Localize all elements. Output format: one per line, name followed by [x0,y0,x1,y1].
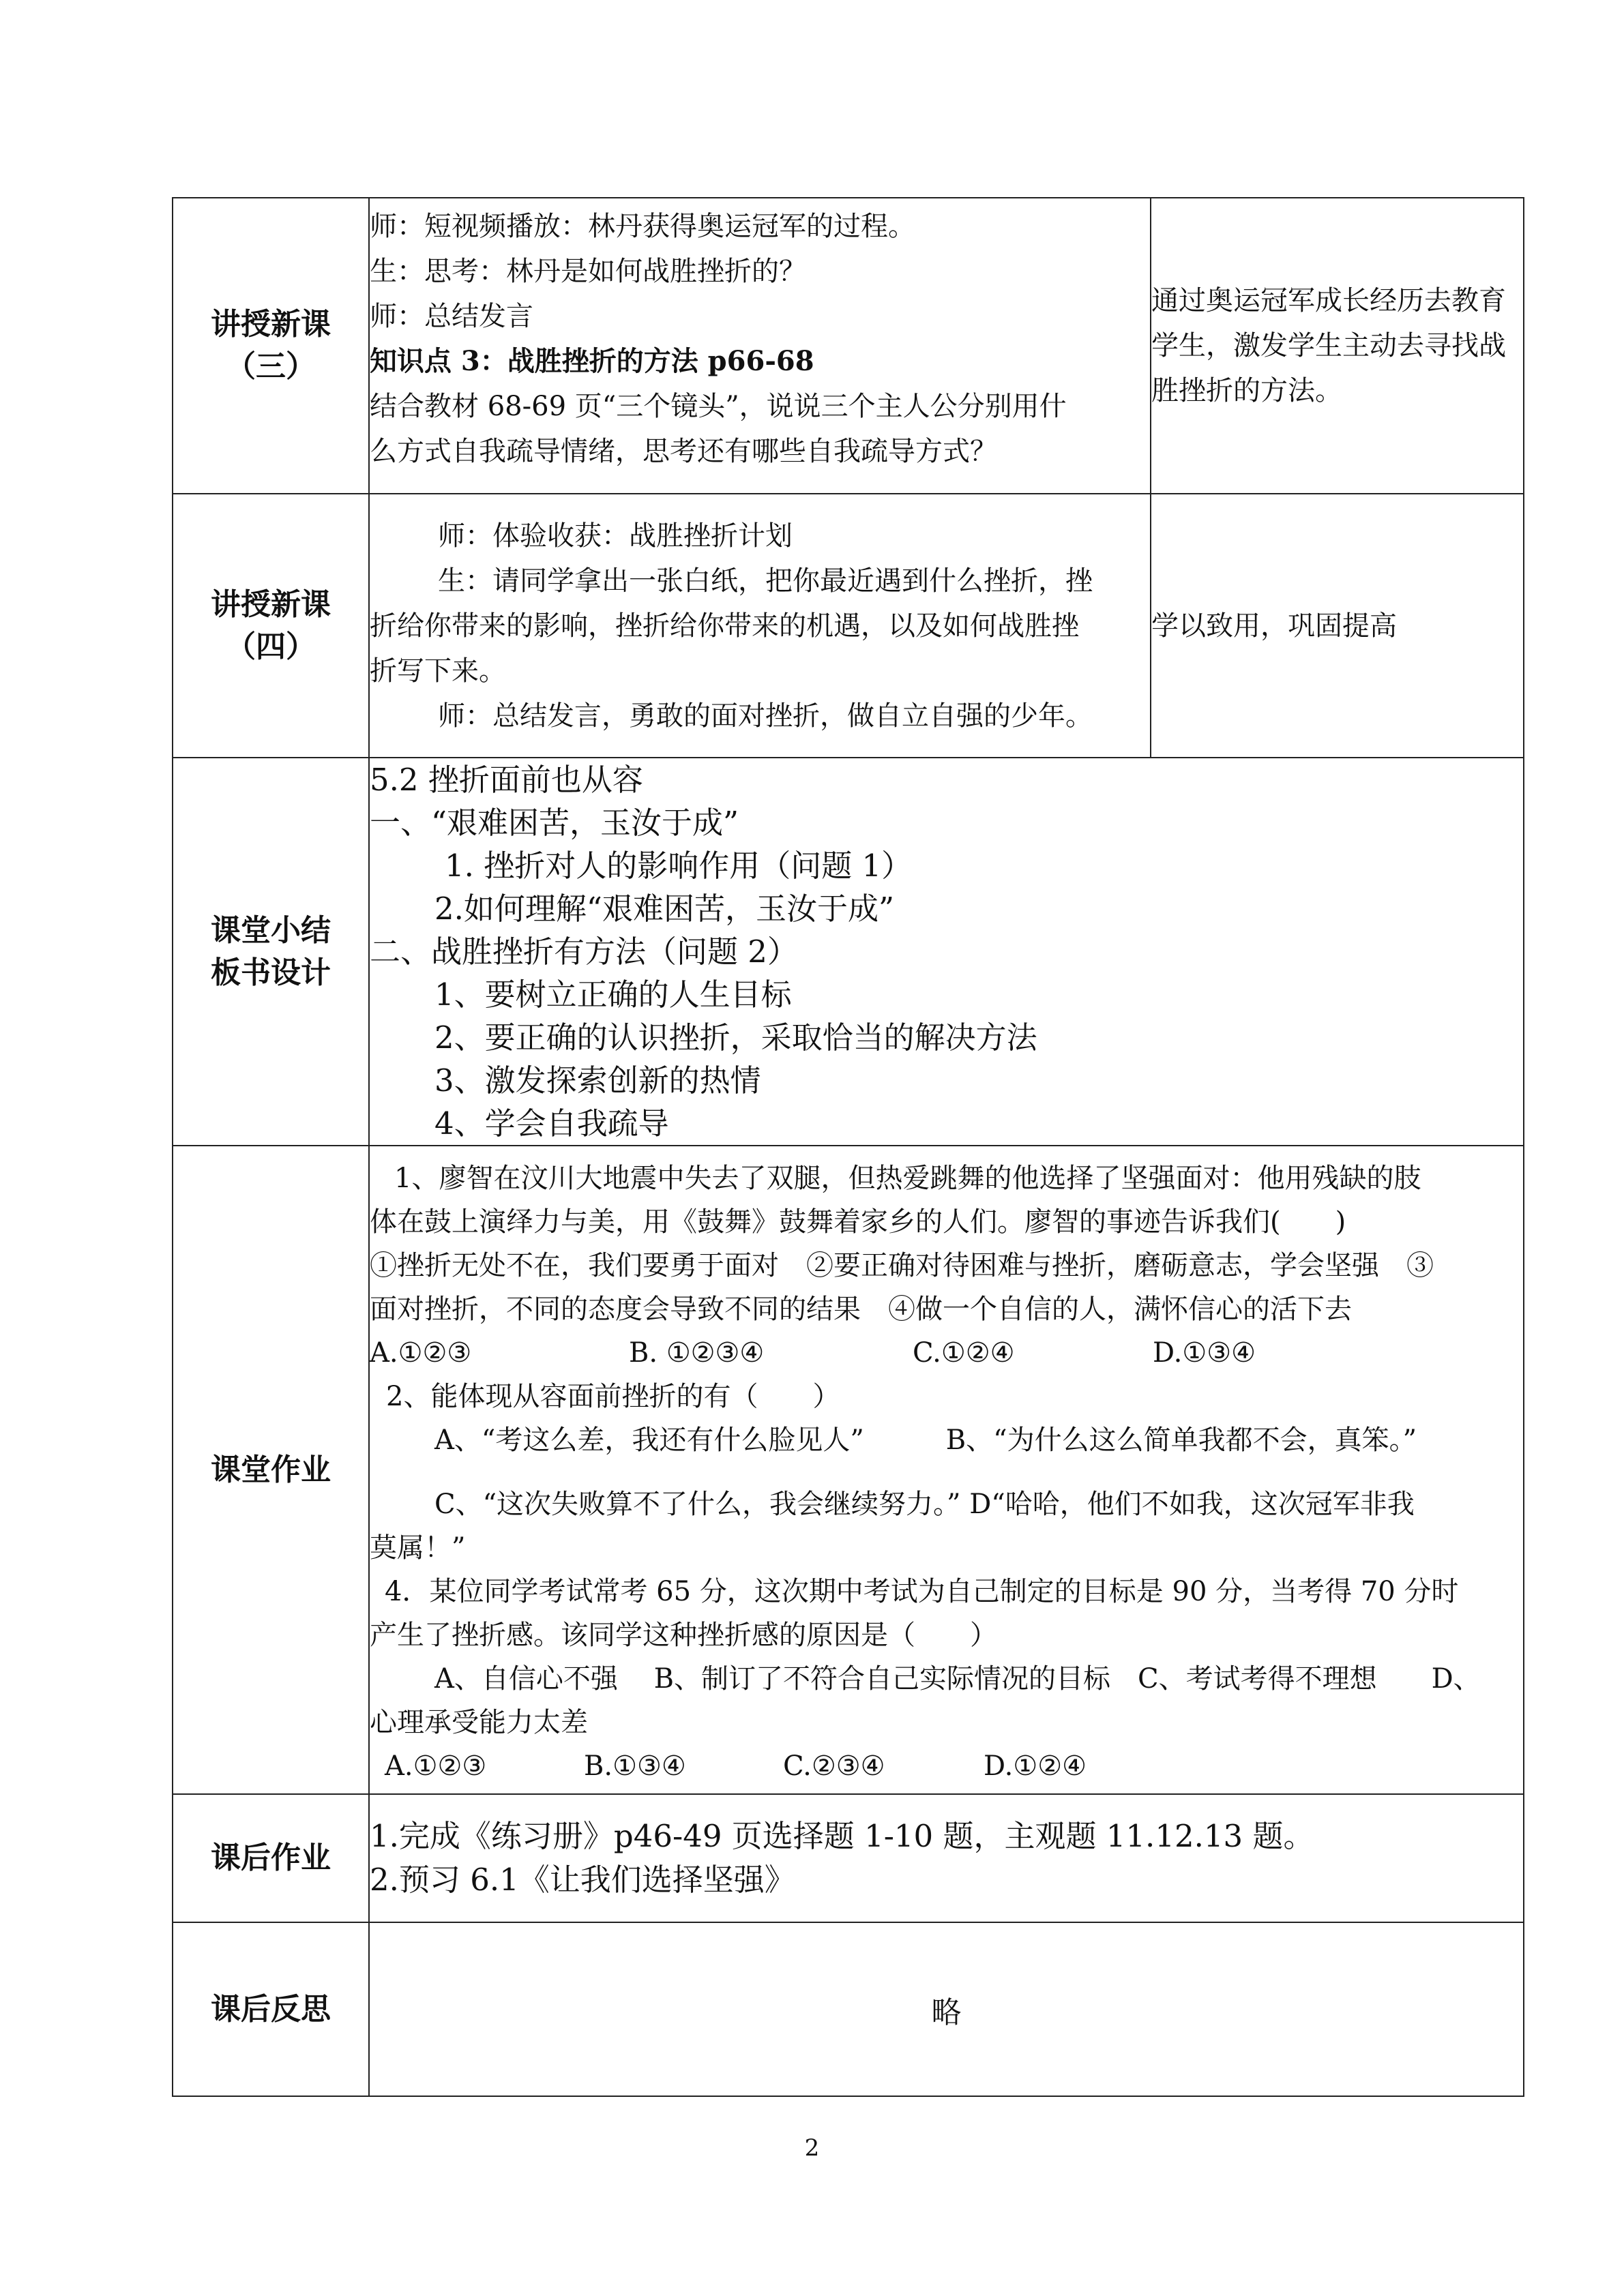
exercise-line: 1、廖智在汶川大地震中失去了双腿，但热爱跳舞的他选择了坚强面对：他用残缺的肢 [394,1162,1421,1194]
content-line: 师：总结发言，勇敢的面对挫折，做自立自强的少年。 [438,700,1093,732]
exercise-line: A、“考这么差，我还有什么脸见人” B、“为什么这么简单我都不会，真笨。” [434,1424,1417,1456]
summary-item: 4、学会自我疏导 [434,1105,669,1142]
answer-option: D.①②④ [984,1750,1087,1782]
summary-section: 一、“艰难困苦，玉汝于成” [370,805,739,841]
content-line: 么方式自我疏导情绪，思考还有哪些自我疏导方式？ [370,436,997,467]
heading-line: 课堂小结 [211,912,331,948]
exercise-line: 心理承受能力太差 [370,1706,588,1738]
exercise-line: 面对挫折，不同的态度会导致不同的结果 ④做一个自信的人，满怀信心的活下去 [370,1293,1352,1325]
summary-item: 1、要树立正确的人生目标 [434,976,792,1013]
content-line: 生：请同学拿出一张白纸，把你最近遇到什么挫折，挫 [438,565,1093,597]
content-line: 生：思考：林丹是如何战胜挫折的？ [370,256,806,287]
heading-line: 讲授新课 [211,307,331,342]
table-row [173,1922,1524,2096]
content-line: 师：总结发言 [370,301,533,332]
homework-line: 1.完成《练习册》p46-49 页选择题 1-10 题，主观题 11.12.13 题。 [370,1818,1314,1854]
exercise-line: ①挫折无处不在，我们要勇于面对 ②要正确对待困难与挫折，磨砺意志，学会坚强 ③ [370,1249,1434,1281]
content-line: 结合教材 68-69 页“三个镜头”，说说三个主人公分别用什 [370,391,1067,422]
spacer [370,1462,1523,1482]
summary-title: 5.2 挫折面前也从容 [370,762,643,798]
content-line: 师：体验收获：战胜挫折计划 [438,520,793,552]
summary-section: 二、战胜挫折有方法（问题 2） [370,934,798,970]
answer-option: B.①③④ [584,1750,686,1782]
exercise-line: 2、能体现从容面前挫折的有（ ） [386,1380,840,1412]
row-heading: 课后反思 [173,1922,369,2096]
answer-option: A.①②③ [370,1337,472,1369]
row-content [369,758,1524,1146]
answer-option: A.①②③ [385,1750,487,1782]
answer-options [370,1331,1523,1375]
table-row [173,198,1524,494]
row-content [369,1794,1524,1922]
heading-line: （三） [226,349,316,384]
summary-item: 2、要正确的认识挫折，采取恰当的解决方法 [434,1019,1037,1056]
homework-line: 2.预习 6.1《让我们选择坚强》 [370,1862,795,1898]
answer-option: C.②③④ [783,1750,885,1782]
row-content [369,1146,1524,1794]
lesson-plan-table [172,197,1524,2097]
heading-line: （四） [226,629,316,664]
table-row [173,1146,1524,1794]
summary-item: 1. 挫折对人的影响作用（问题 1） [445,848,913,884]
page-number: 2 [804,2134,820,2162]
content-line: 师：短视频播放：林丹获得奥运冠军的过程。 [370,211,915,242]
answer-option: C.①②④ [913,1337,1015,1369]
heading-line: 板书设计 [211,955,331,990]
table-row [173,1794,1524,1922]
table-row [173,494,1524,758]
reflection-content: 略 [369,1922,1524,2096]
exercise-line: A、自信心不强 B、制订了不符合自己实际情况的目标 C、考试考得不理想 D、 [434,1663,1481,1695]
row-heading [173,494,369,758]
answer-options [370,1744,1523,1788]
row-heading [173,758,369,1146]
content-line: 折写下来。 [370,655,506,687]
summary-item: 2.如何理解“艰难困苦，玉汝于成” [434,891,894,927]
answer-option: D.①③④ [1153,1337,1256,1369]
exercise-line: 4．某位同学考试常考 65 分，这次期中考试为自己制定的目标是 90 分，当考得 70 分时 [385,1575,1459,1607]
row-content [369,494,1151,758]
table-row [173,758,1524,1146]
content-line: 折给你带来的影响，挫折给你带来的机遇，以及如何战胜挫 [370,610,1079,642]
row-note: 通过奥运冠军成长经历去教育学生，激发学生主动去寻找战胜挫折的方法。 [1151,198,1524,494]
row-note: 学以致用，巩固提高 [1151,494,1524,758]
exercise-line: 产生了挫折感。该同学这种挫折感的原因是（ ） [370,1619,997,1651]
knowledge-point-heading: 知识点 3：战胜挫折的方法 p66-68 [370,345,814,377]
summary-item: 3、激发探索创新的热情 [434,1062,761,1099]
exercise-line: 莫属！” [370,1532,466,1564]
exercise-line: C、“这次失败算不了什么，我会继续努力。” D“哈哈，他们不如我，这次冠军非我 [434,1488,1415,1520]
answer-option: B. ①②③④ [629,1337,765,1369]
heading-line: 讲授新课 [211,586,331,622]
row-heading [173,198,369,494]
exercise-line: 体在鼓上演绎力与美，用《鼓舞》鼓舞着家乡的人们。廖智的事迹告诉我们( ) [370,1206,1346,1238]
row-heading: 课后作业 [173,1794,369,1922]
row-heading: 课堂作业 [173,1146,369,1794]
row-content [369,198,1151,494]
